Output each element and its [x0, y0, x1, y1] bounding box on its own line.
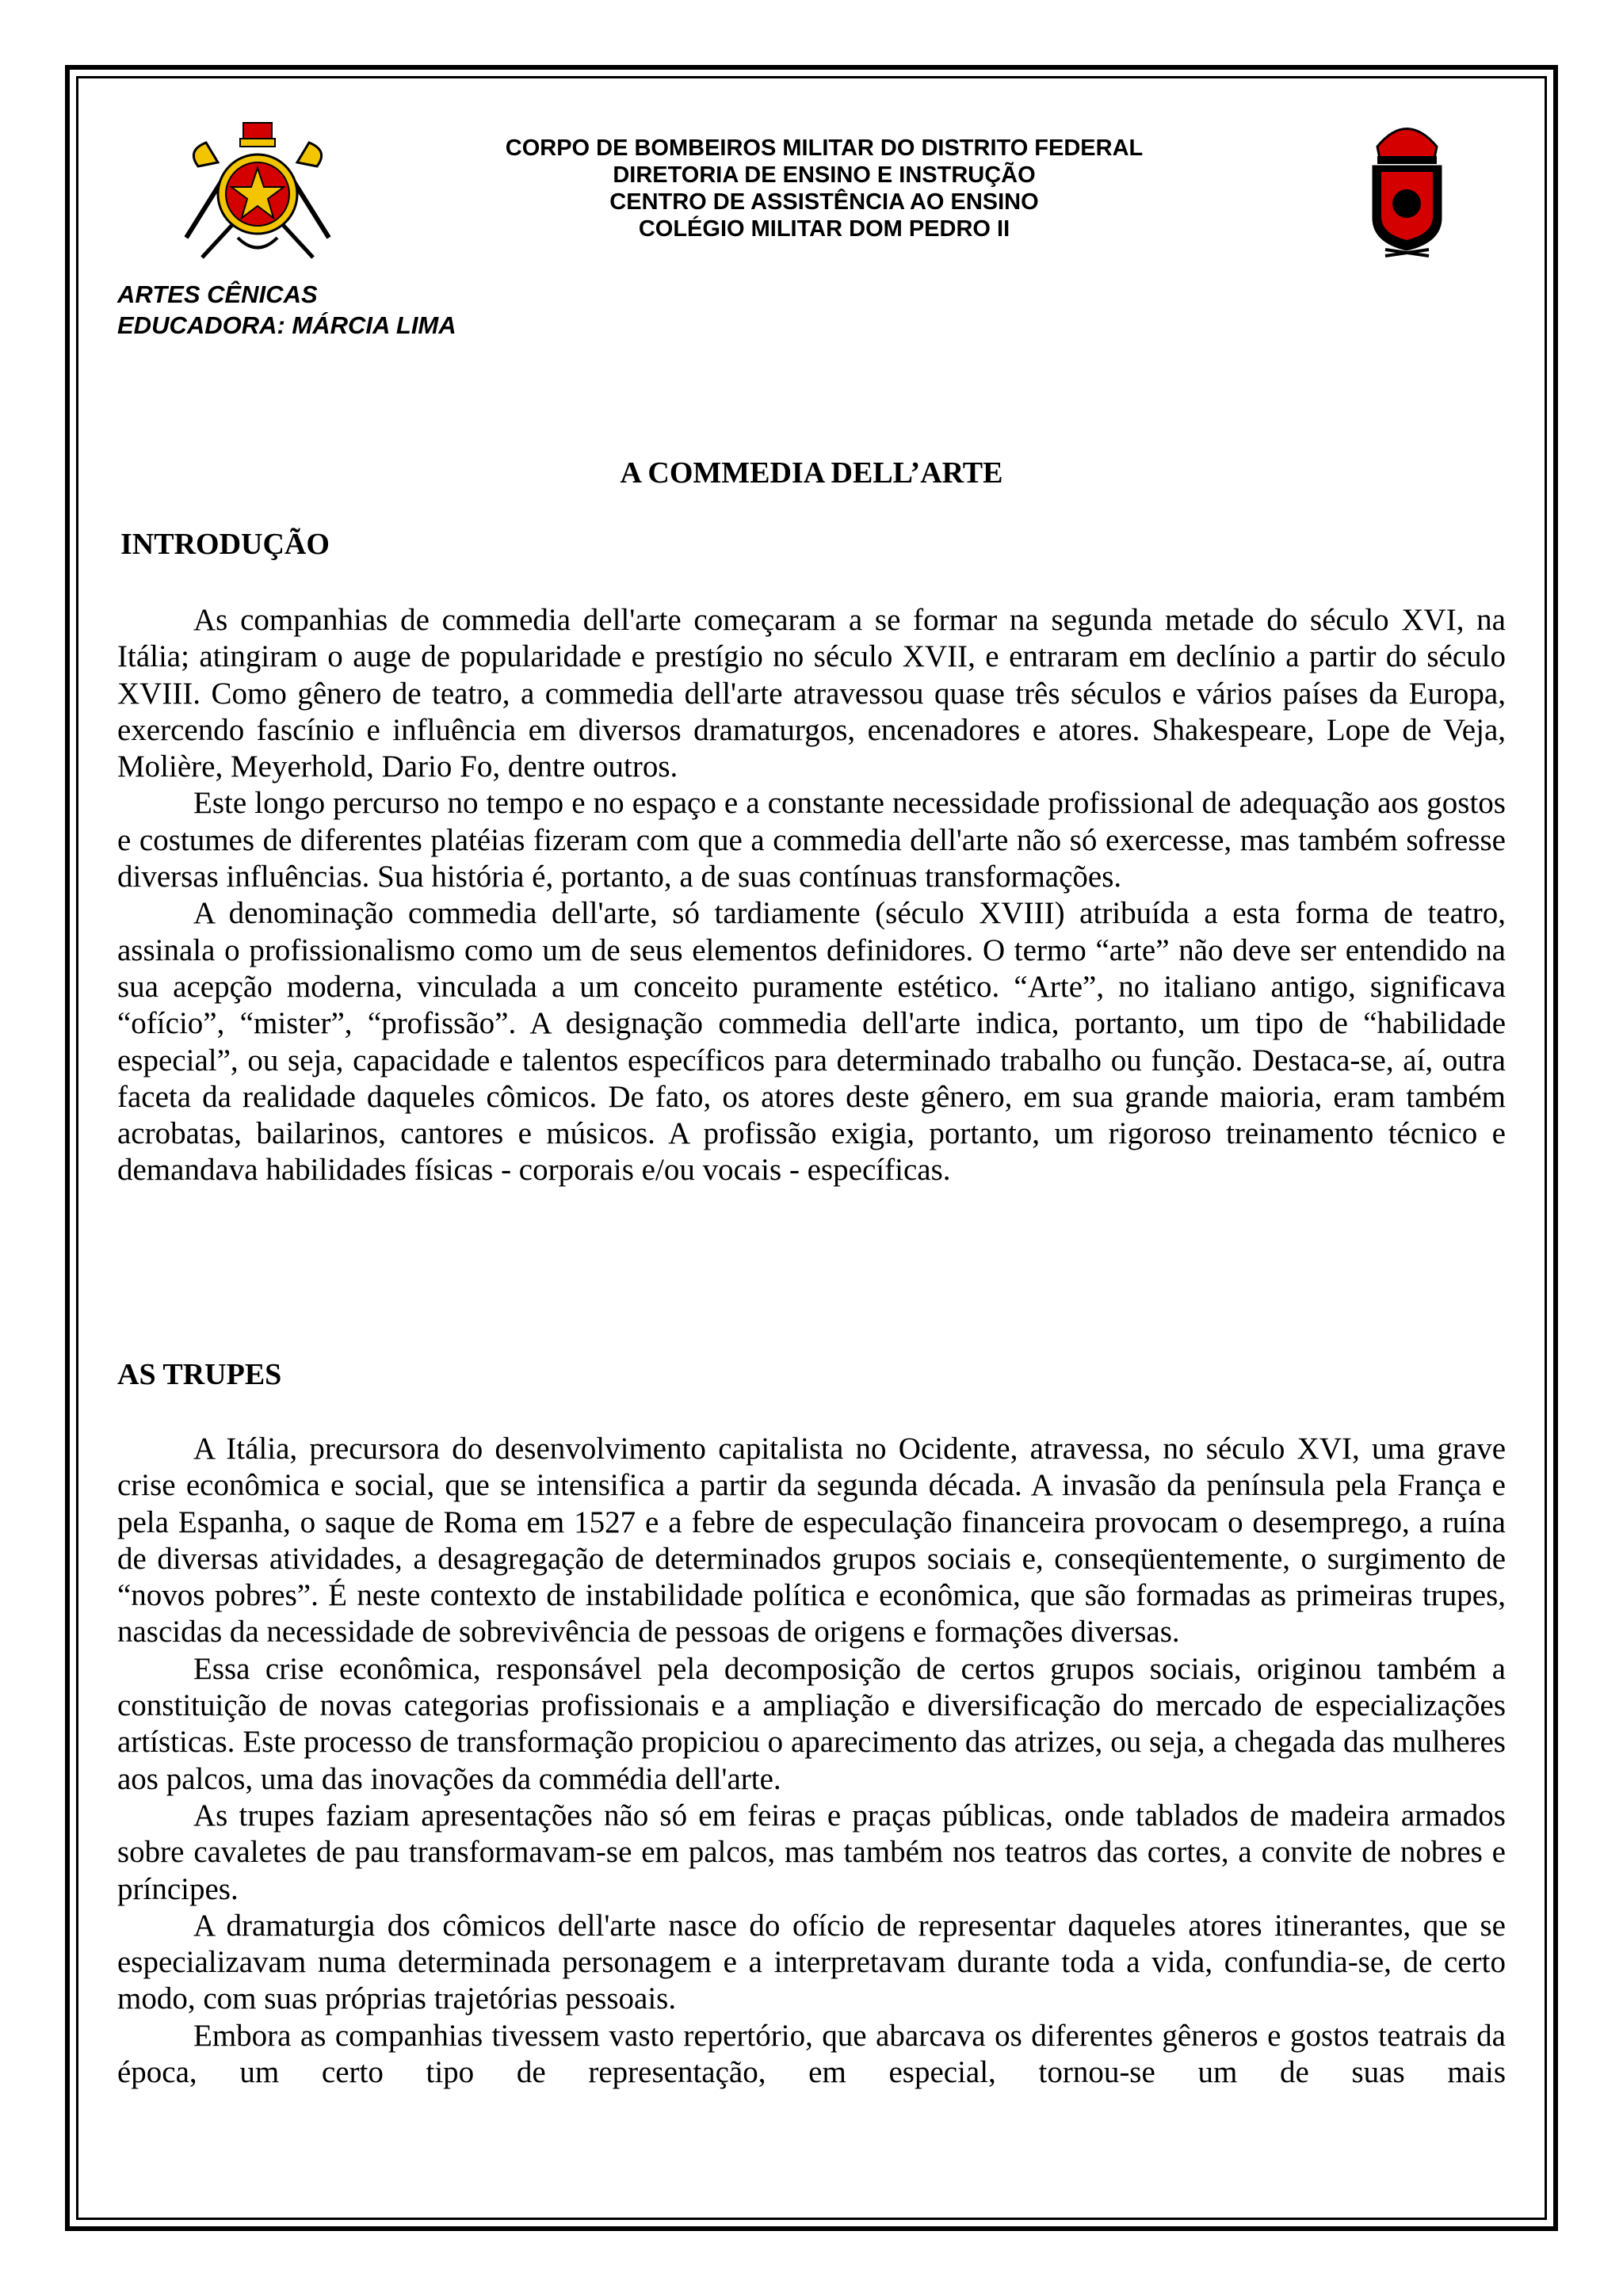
paragraph: A denominação commedia dell'arte, só tardiamente (século XVIII) atribuída a esta forma de teatro, assinala o profissionalismo como um de seus elementos definidores. O termo “arte” não deve ser entendido na sua acepção moderna, vinculada a um conceito puramente estético. “Arte”, no italiano antigo, significava “ofício”, “mister”, “profissão”. A designação commedia dell'arte indica, portanto, um tipo de “habilidade especial”, ou seja, capacidade e talentos específicos para determinado trabalho ou função. Destaca-se, aí, outra faceta da realidade daqueles cômicos. De fato, os atores deste gênero, em sua grande maioria, eram também acrobatas, bailarinos, cantores e músicos. A profissão exigia, portanto, um rigoroso treinamento técnico e demandava habilidades físicas - corporais e/ou vocais - específicas. — [117, 896, 1506, 1188]
section-heading-as-trupes: AS TRUPES — [117, 1358, 282, 1391]
paragraph: Essa crise econômica, responsável pela decomposição de certos grupos sociais, originou também a constituição de novas categorias profissionais e a ampliação e diversificação do mercado de especializações artísticas. Este processo de transformação propiciou o aparecimento das atrizes, ou seja, a chegada das mulheres aos palcos, uma das inovações da commédia dell'arte. — [117, 1651, 1506, 1796]
paragraph: Este longo percurso no tempo e no espaço e a constante necessidade profissional de adequação aos gostos e costumes de diferentes platéias fizeram com que a commedia dell'arte não só exercesse, mas também sofresse diversas influências. Sua história é, portanto, a de suas contínuas transformações. — [117, 786, 1506, 894]
paragraph: As companhias de commedia dell'arte começaram a se formar na segunda metade do século XVI, na Itália; atingiram o auge de popularidade e prestígio no século XVII, e entraram em declínio a partir do século XVIII. Como gênero de teatro, a commedia dell'arte atravessou quase três séculos e vários países da Europa, exercendo fascínio e influência em diversos dramaturgos, encenadores e atores. Shakespeare, Lope de Veja, Molière, Meyerhold, Dario Fo, dentre outros. — [117, 603, 1506, 784]
header-line-1: CORPO DE BOMBEIROS MILITAR DO DISTRITO FEDERAL — [505, 135, 1144, 161]
document-title: A COMMEDIA DELL’ARTE — [620, 456, 1003, 490]
header-line-4: COLÉGIO MILITAR DOM PEDRO II — [638, 216, 1010, 242]
course-info — [117, 279, 456, 341]
course-teacher: EDUCADORA: MÁRCIA LIMA — [117, 311, 456, 339]
fire-brigade-emblem-icon — [170, 119, 345, 265]
institution-header — [380, 135, 1268, 242]
header-line-2: DIRETORIA DE ENSINO E INSTRUÇÃO — [613, 162, 1036, 188]
paragraph: As trupes faziam apresentações não só em feiras e praças públicas, onde tablados de madeira armados sobre cavaletes de pau transformavam-se em palcos, mas também nos teatros das cortes, a convite de nobres e príncipes. — [117, 1798, 1506, 1906]
section-body-as-trupes — [117, 1431, 1506, 2091]
paragraph: A dramaturgia dos cômicos dell'arte nasce do ofício de representar daqueles atores itinerantes, que se especializavam numa determinada personagem e a interpretavam durante toda a vida, confundia-se, de certo modo, com suas próprias trajetórias pessoais. — [117, 1908, 1506, 2016]
section-body-introducao — [117, 602, 1506, 1189]
header-line-3: CENTRO DE ASSISTÊNCIA AO ENSINO — [609, 189, 1039, 215]
paragraph: Embora as companhias tivessem vasto repertório, que abarcava os diferentes gêneros e gostos teatrais da época, um certo tipo de representação, em especial, tornou-se um de suas mais — [117, 2018, 1506, 2090]
school-crest-icon — [1361, 115, 1453, 265]
course-subject: ARTES CÊNICAS — [117, 280, 318, 308]
paragraph: A Itália, precursora do desenvolvimento capitalista no Ocidente, atravessa, no século XVI, uma grave crise econômica e social, que se intensifica a partir da segunda década. A invasão da península pela França e pela Espanha, o saque de Roma em 1527 e a febre de especulação financeira provocam o desemprego, a ruína de diversas atividades, a desagregação de determinados grupos sociais e, conseqüentemente, o surgimento de “novos pobres”. É neste contexto de instabilidade política e econômica, que são formadas as primeiras trupes, nascidas da necessidade de sobrevivência de pessoas de origens e formações diversas. — [117, 1432, 1506, 1650]
section-heading-introducao: INTRODUÇÃO — [120, 528, 330, 561]
